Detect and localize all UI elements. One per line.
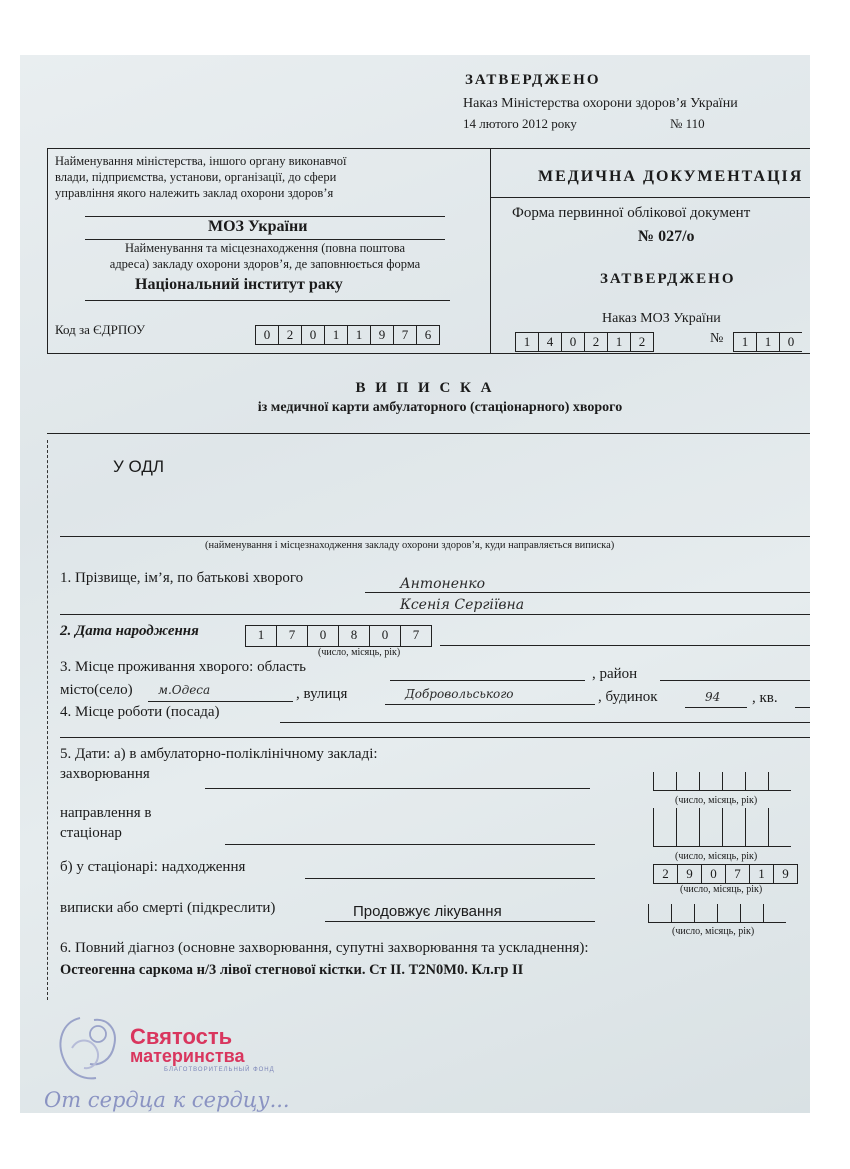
right-title-underline — [490, 197, 810, 198]
document-subtitle: із медичної карти амбулаторного (стаціонарного) хворого — [257, 400, 623, 415]
charity-tagline: БЛАГОТВОРИТЕЛЬНЫЙ ФОНД — [164, 1067, 275, 1073]
charity-watermark — [40, 1008, 290, 1128]
institution-value: Національний інститут раку — [135, 276, 343, 293]
birth-date-code: 1 7 0 8 0 7 — [245, 625, 432, 647]
ministry-value: МОЗ України — [208, 218, 308, 235]
admission-label: б) у стаціонарі: надходження — [60, 859, 246, 875]
destination-value: У ОДЛ — [113, 457, 165, 476]
illness-date-code — [653, 772, 791, 791]
order-no-sign: № — [710, 331, 724, 346]
apartment-label: , кв. — [752, 690, 778, 706]
order-date-code: 1 4 0 2 1 2 — [515, 332, 654, 352]
house-label: , будинок — [598, 689, 658, 705]
referral-date-caption: (число, місяць, рік) — [675, 851, 758, 862]
dates-label: 5. Дати: а) в амбулаторно-поліклінічному закладі: — [60, 746, 378, 762]
header-order-date: 14 лютого 2012 року — [463, 116, 577, 131]
charity-name-line-2: материнства — [130, 1046, 245, 1066]
frame-bottom — [47, 353, 810, 354]
discharge-label: виписки або смерті (підкреслити) — [60, 900, 276, 916]
frame-top — [47, 148, 810, 149]
form-number: № 027/о — [638, 228, 695, 245]
destination-caption: (найменування і місцезнаходження закладу охорони здоров’я, куди направляється виписка) — [205, 540, 615, 551]
medical-documentation-title: МЕДИЧНА ДОКУМЕНТАЦІЯ — [538, 168, 804, 185]
frame-divider — [490, 148, 491, 353]
header-order: Наказ Міністерства охорони здоров’я України — [463, 96, 738, 111]
diagnosis-label: 6. Повний діагноз (основне захворювання, супутні захворювання та ускладнення): — [60, 940, 589, 956]
charity-name-line-1: Святость — [130, 1024, 233, 1049]
left-margin-dashed — [47, 440, 48, 1000]
document-title: В И П И С К А — [355, 380, 495, 396]
institution-caption: Найменування та місцезнаходження (повна поштова адреса) закладу охорони здоров’я, де заповнюється форма — [109, 241, 421, 271]
illness-label: захворювання — [60, 766, 150, 782]
discharge-date-code — [648, 904, 786, 923]
header-approved: ЗАТВЕРДЖЕНО — [465, 72, 601, 88]
birth-date-caption: (число, місяць, рік) — [318, 647, 401, 658]
edrpou-code: 0 2 0 1 1 9 7 6 — [255, 325, 440, 345]
discharge-value: Продовжує лікування — [353, 903, 502, 920]
frame-left — [47, 148, 48, 353]
edrpou-label: Код за ЄДРПОУ — [55, 322, 146, 337]
illness-date-caption: (число, місяць, рік) — [675, 795, 758, 806]
order-no-code: 1 1 0 — [733, 332, 802, 352]
house-value: 94 — [705, 690, 721, 704]
form-caption: Форма первинної облікової документ — [512, 205, 751, 221]
district-label: , район — [592, 666, 638, 682]
right-approved: ЗАТВЕРДЖЕНО — [600, 271, 736, 287]
charity-slogan: От сердца к сердцу... — [44, 1088, 290, 1112]
discharge-date-caption: (число, місяць, рік) — [672, 926, 755, 937]
admission-date-caption: (число, місяць, рік) — [680, 884, 763, 895]
residence-label: 3. Місце проживання хворого: область — [60, 659, 307, 675]
workplace-label: 4. Місце роботи (посада) — [60, 704, 220, 720]
header-order-no: № 110 — [670, 116, 705, 131]
referral-label: направлення в стаціонар — [60, 805, 152, 841]
city-value: м.Одеса — [158, 683, 211, 697]
admission-date-code: 2 9 0 7 1 9 — [653, 864, 798, 884]
patient-name-label: 1. Прізвище, ім’я, по батькові хворого — [60, 570, 304, 586]
right-order: Наказ МОЗ України — [602, 311, 721, 326]
referral-date-code — [653, 808, 791, 847]
diagnosis-value: Остеогенна саркома н/3 лівої стегнової кістки. Ст II. Т2N0М0. Кл.гр II — [60, 962, 524, 978]
ministry-caption: Найменування міністерства, іншого органу виконавчої влади, підприємства, установи, організації, до сфери управління якого належить заклад охорони здоров’я — [55, 154, 347, 200]
birth-date-label: 2. Дата народження — [60, 623, 199, 639]
street-label: , вулиця — [296, 686, 348, 702]
patient-surname: Антоненко — [400, 576, 486, 592]
city-label: місто(село) — [60, 682, 133, 698]
patient-given-names: Ксенія Сергіївна — [400, 597, 525, 613]
street-value: Добровольського — [405, 687, 514, 701]
